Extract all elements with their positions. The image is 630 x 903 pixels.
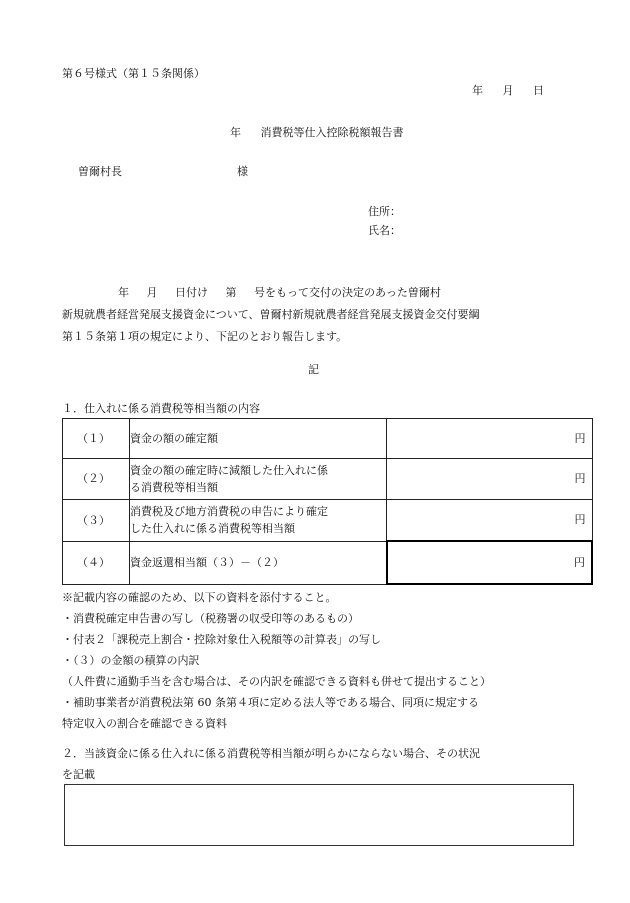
yen-unit: 円: [574, 513, 586, 527]
yen-unit: 円: [574, 431, 586, 445]
name-label: 氏名：: [368, 224, 401, 237]
table-row: [63, 419, 593, 459]
row-number: （４）: [63, 541, 130, 584]
table-row: [63, 541, 593, 584]
report-body: [62, 282, 582, 348]
table-row: [63, 459, 593, 500]
row-number: （２）: [63, 459, 130, 500]
report-date: 年 月 日: [472, 84, 544, 97]
row-label: 資金の額の確定額: [130, 419, 387, 459]
amount-cell[interactable]: [387, 500, 593, 542]
body-line-3: 第１５条第１項の規定により、下記のとおり報告します。: [62, 330, 348, 343]
row-number: （１）: [63, 419, 130, 459]
note-line: ・補助事業者が消費税法第 60 条第４項に定める法人等である場合、同項に規定する: [62, 696, 479, 709]
ki-marker: 記: [308, 363, 319, 376]
note-line: 特定収入の割合を確認できる資料: [62, 717, 227, 730]
address-label: 住所：: [368, 205, 401, 218]
amount-cell[interactable]: [387, 419, 593, 459]
note-line: ・消費税確定申告書の写し（税務署の収受印等のあるもの）: [62, 612, 359, 625]
form-number: 第６号様式（第１５条関係）: [62, 67, 205, 80]
note-line: ※記載内容の確認のため、以下の資料を添付すること。: [62, 591, 337, 604]
note-line: ・（３）の金額の積算の内訳: [62, 654, 200, 667]
body-line-1: 年 月 日付け 第 号をもって交付の決定のあった曽爾村: [118, 286, 441, 299]
section-1-heading: １．仕入れに係る消費税等相当額の内容: [62, 402, 260, 415]
row-number: （３）: [63, 500, 130, 542]
section-2-heading: ２．当該資金に係る仕入れに係る消費税等相当額が明らかにならない場合、その状況 を記載: [62, 747, 480, 781]
yen-unit: 円: [574, 472, 586, 486]
addressee: 曽爾村長: [78, 165, 122, 178]
attachment-notes: [62, 587, 491, 734]
body-line-2: 新規就農者経営発展支援資金について、曽爾村新規就農者経営発展支援資金交付要綱: [62, 308, 480, 321]
row-label: 資金の額の確定時に減額した仕入れに係 る消費税等相当額: [130, 459, 387, 500]
yen-unit: 円: [574, 555, 585, 569]
row-label: 消費税及び地方消費税の申告により確定 した仕入れに係る消費税等相当額: [130, 500, 387, 542]
honorific: 様: [237, 165, 248, 178]
document-title: 年 消費税等仕入控除税額報告書: [230, 126, 404, 139]
tax-amount-table: [62, 418, 593, 585]
note-line: （人件費に通勤手当を含む場合は、その内訳を確認できる資料も併せて提出すること）: [62, 675, 491, 688]
situation-textbox[interactable]: [64, 784, 574, 846]
table-row: [63, 500, 593, 542]
refund-amount-cell[interactable]: [387, 541, 593, 584]
note-line: ・付表２「課税売上割合・控除対象仕入税額等の計算表」の写し: [62, 633, 381, 646]
amount-cell[interactable]: [387, 459, 593, 500]
row-label: 資金返還相当額（３）－（２）: [130, 541, 387, 584]
